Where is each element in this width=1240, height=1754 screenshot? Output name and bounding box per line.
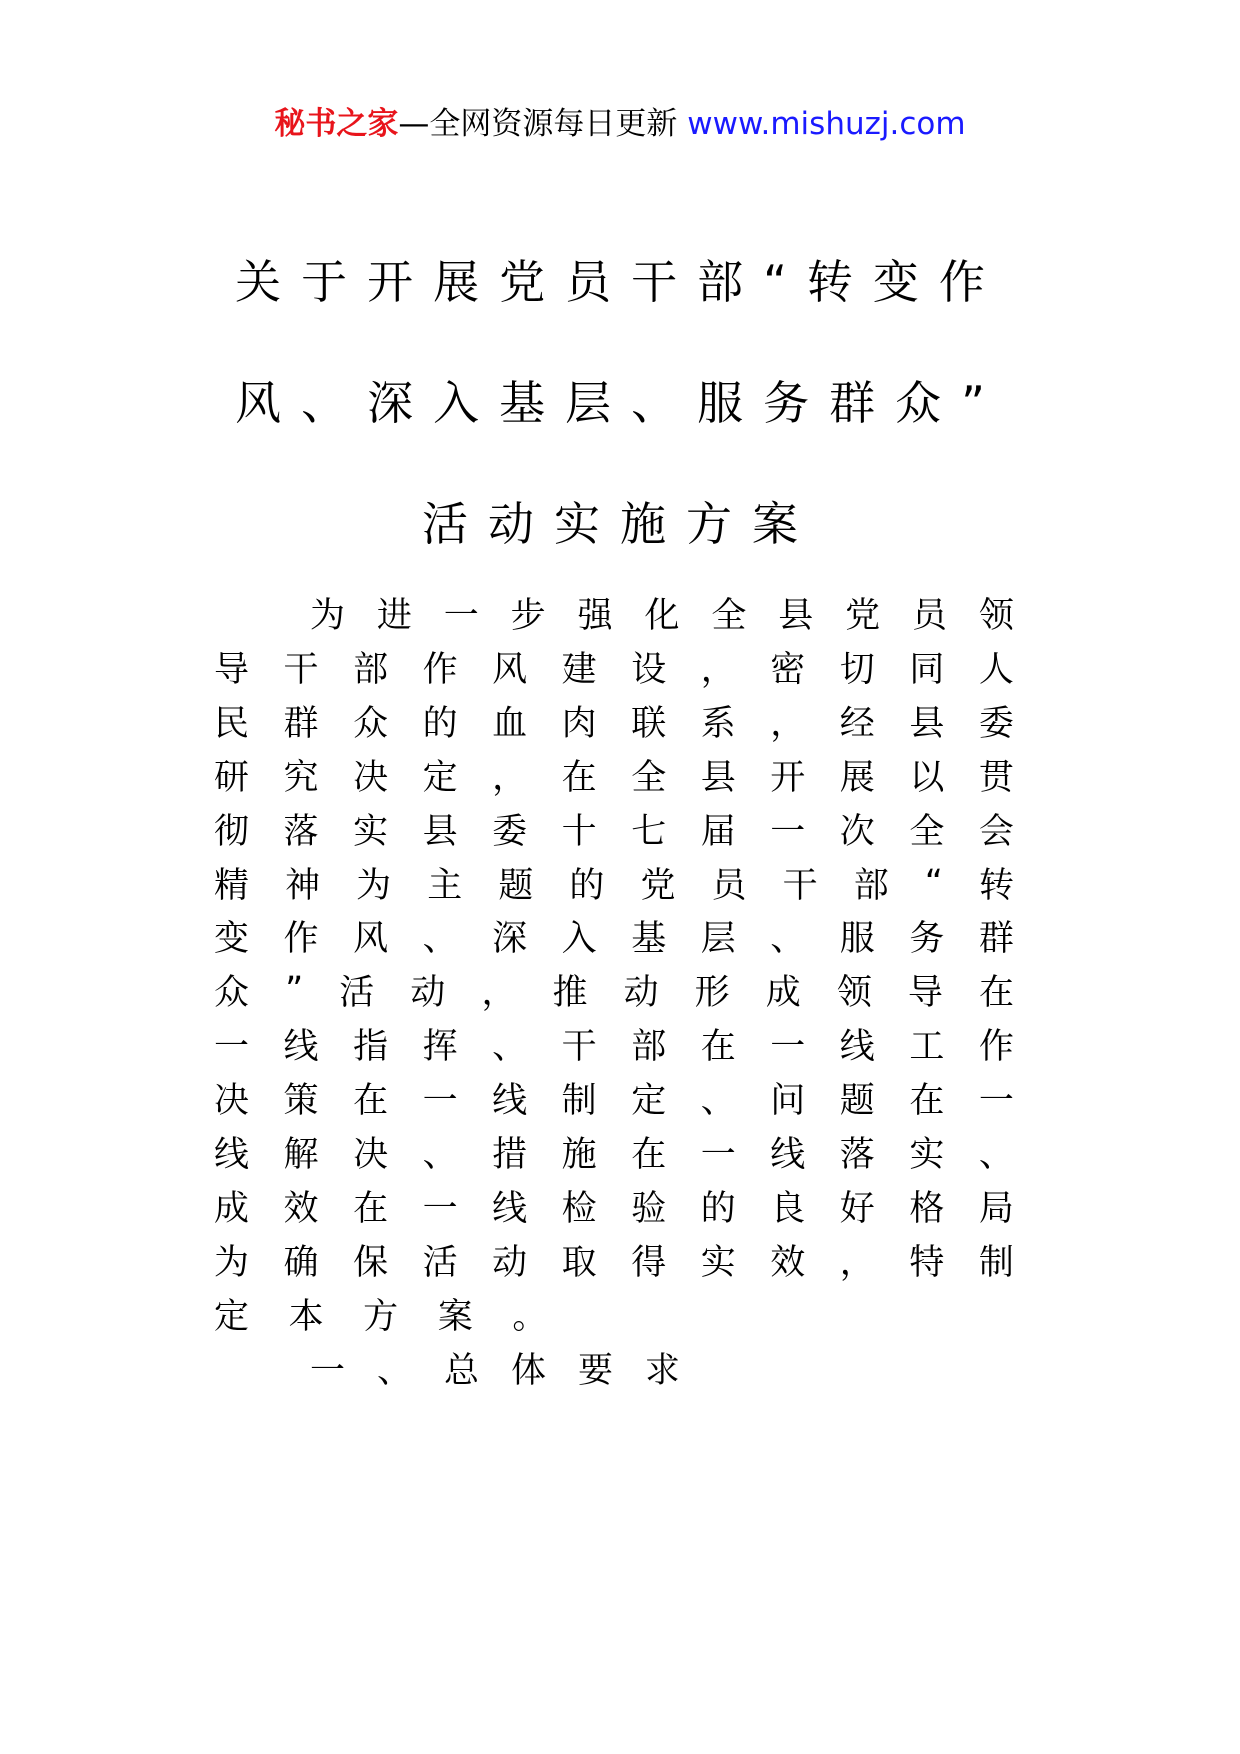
document-title-line-2: 风、深入基层、服务群众” [235, 376, 1005, 430]
body-line: 民 群 众 的 血 肉 联 系 ， 经 县 委 [214, 703, 1014, 744]
body-line: 为 确 保 活 动 取 得 实 效 ， 特 制 [214, 1242, 1014, 1283]
section-heading: 一 、 总 体 要 求 [310, 1350, 680, 1391]
website-link[interactable]: www.mishuzj.com [687, 106, 966, 142]
body-line: 变 作 风 、 深 入 基 层 、 服 务 群 [214, 919, 1014, 960]
brand-name: 秘书之家 [274, 106, 399, 142]
body-line: 定 本 方 案 。 [214, 1296, 548, 1337]
body-line: 导 干 部 作 风 建 设 ， 密 切 同 人 [214, 649, 1014, 690]
body-line: 众 ” 活 动 ， 推 动 形 成 领 导 在 [214, 970, 1014, 1014]
body-line: 线 解 决 、 措 施 在 一 线 落 实 、 [214, 1135, 1014, 1175]
body-line: 精 神 为 主 题 的 党 员 干 部 “ 转 [214, 862, 1014, 906]
body-line: 为 进 一 步 强 化 全 县 党 员 领 [310, 596, 1014, 636]
document-title-line-1: 关于开展党员干部“转变作 [235, 255, 1005, 309]
document-title-line-3: 活动实施方案 [422, 497, 818, 551]
banner-slogan: —全网资源每日更新 [398, 106, 688, 142]
body-line: 彻 落 实 县 委 十 七 届 一 次 全 会 [214, 811, 1014, 852]
body-line: 研 究 决 定 ， 在 全 县 开 展 以 贯 [214, 757, 1014, 798]
site-banner [0, 104, 1240, 144]
body-line: 决 策 在 一 线 制 定 、 问 题 在 一 [214, 1081, 1014, 1122]
body-line: 一 线 指 挥 、 干 部 在 一 线 工 作 [214, 1027, 1014, 1068]
body-line: 成 效 在 一 线 检 验 的 良 好 格 局 [214, 1188, 1014, 1229]
